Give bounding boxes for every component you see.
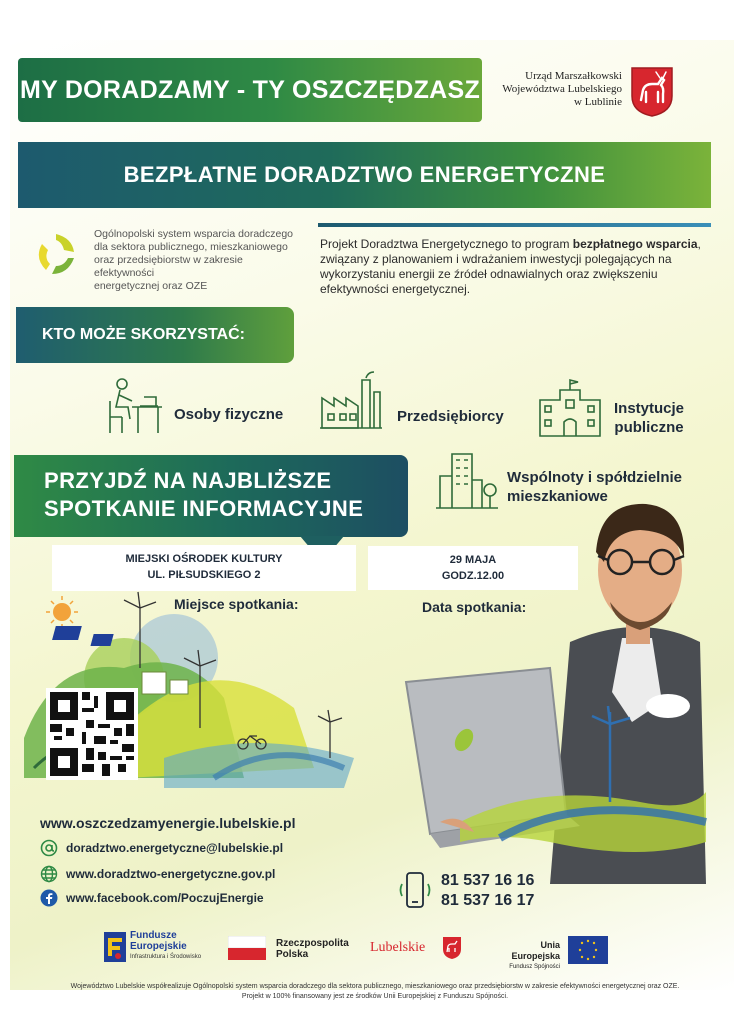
facebook-contact[interactable] xyxy=(40,888,264,908)
eu-logo xyxy=(490,928,620,972)
eu-line: Fundusz Spójności xyxy=(509,964,560,970)
office-line: Województwa Lubelskiego xyxy=(502,83,622,95)
polish-flag-icon xyxy=(228,936,266,960)
gov-site-contact[interactable] xyxy=(40,864,275,884)
phone-number-1[interactable]: 81 537 16 16 xyxy=(441,872,535,889)
meeting-place-label: Miejsce spotkania: xyxy=(174,596,299,612)
eu-line: Unia Europejska xyxy=(511,940,560,961)
institutions-line: Instytucje xyxy=(614,400,685,417)
facebook-address[interactable]: www.facebook.com/PoczujEnergie xyxy=(66,891,264,905)
office-name xyxy=(492,70,622,109)
project-rest: , związany z planowaniem i wdrażaniem inwestycji polegających na wykorzystaniu energii ze źródeł odnawialnych oraz zwiększeniu efektywności energetycznej. xyxy=(320,237,701,296)
system-line: Ogólnopolski system wsparcia doradczego xyxy=(94,228,294,240)
email-address[interactable]: doradztwo.energetyczne@lubelskie.pl xyxy=(66,841,284,855)
office-line: Urząd Marszałkowski xyxy=(525,70,622,82)
category-business: Przedsiębiorcy xyxy=(397,408,504,425)
facebook-icon xyxy=(40,889,58,907)
phone-icon xyxy=(398,870,432,910)
category-institutions xyxy=(614,399,684,437)
category-persons: Osoby fizyczne xyxy=(174,406,284,423)
meeting-place-line: UL. PIŁSUDSKIEGO 2 xyxy=(147,569,261,581)
support-system-description xyxy=(94,228,304,293)
project-intro: Projekt Doradztwa Energetycznego to program xyxy=(320,237,573,251)
footer-line: Projekt w 100% finansowany jest ze środków Unii Europejskiej z Funduszu Spójności. xyxy=(241,993,509,1000)
meeting-heading: SPOTKANIE INFORMACYJNE xyxy=(44,496,364,521)
who-heading-banner xyxy=(16,307,294,363)
website-link[interactable]: www.oszczedzamyenergie.lubelskie.pl xyxy=(40,815,296,831)
system-line: energetycznej oraz OZE xyxy=(94,280,208,292)
at-sign-icon xyxy=(40,839,58,857)
footer-line: Województwo Lubelskie współrealizuje Ogólnopolski system wsparcia doradczego dla sektora publicznego, mieszkaniowego oraz przedsiębiorstw w zakresie efektywności energetycznej oraz OZE. xyxy=(70,983,680,990)
meeting-heading: PRZYJDŹ NA NAJBLIŻSZE xyxy=(44,468,332,493)
meeting-date-line: GODZ.12.00 xyxy=(441,570,505,582)
globe-icon xyxy=(40,865,58,883)
divider-line xyxy=(318,223,711,227)
title-text: BEZPŁATNE DORADZTWO ENERGETYCZNE xyxy=(123,162,606,187)
meeting-date-line: 29 MAJA xyxy=(449,554,497,566)
factory-icon xyxy=(318,370,384,432)
communities-line: mieszkaniowe xyxy=(507,488,608,505)
eu-flag-icon xyxy=(568,936,608,964)
lubelskie-text: Lubelskie xyxy=(370,940,426,955)
fe-line: Fundusze xyxy=(130,930,177,941)
qr-code-pattern-icon xyxy=(46,688,138,780)
office-line: w Lublinie xyxy=(574,96,622,108)
rp-line: Polska xyxy=(276,949,309,960)
slogan-text: MY DORADZAMY - TY OSZCZĘDZASZ xyxy=(19,75,481,104)
lubelskie-logo xyxy=(370,928,470,972)
project-description xyxy=(320,237,712,297)
meeting-place-box xyxy=(52,545,356,591)
communities-line: Wspólnoty i spółdzielnie xyxy=(507,469,683,486)
rzeczpospolita-logo xyxy=(228,928,348,972)
system-line: oraz przedsiębiorstw w zakresie efektywności xyxy=(94,254,243,279)
gov-site-address[interactable]: www.doradztwo-energetyczne.gov.pl xyxy=(66,867,276,881)
lubelskie-crest-icon xyxy=(442,936,462,960)
slogan-banner xyxy=(18,58,482,122)
rp-line: Rzeczpospolita xyxy=(276,938,349,949)
phone-number-2[interactable]: 81 537 16 17 xyxy=(441,892,535,909)
institutions-line: publiczne xyxy=(614,419,684,436)
fe-line: Infrastruktura i Środowisko xyxy=(130,954,202,960)
system-line: dla sektora publicznego, mieszkaniowego xyxy=(94,241,288,253)
meeting-banner xyxy=(14,455,408,537)
footer-note xyxy=(30,982,720,1002)
public-building-icon xyxy=(536,378,604,438)
meeting-place-line: MIEJSKI OŚRODEK KULTURY xyxy=(125,553,283,565)
support-system-logo-icon xyxy=(30,228,84,282)
meeting-date-box xyxy=(368,546,578,590)
meeting-date-label: Data spotkania: xyxy=(422,599,527,615)
who-heading: KTO MOŻE SKORZYSTAĆ: xyxy=(42,326,245,343)
title-banner xyxy=(18,142,711,208)
fe-line: Europejskie xyxy=(130,941,187,952)
email-contact[interactable] xyxy=(40,838,283,858)
coat-of-arms-icon xyxy=(630,66,674,118)
person-at-desk-icon xyxy=(102,377,164,435)
fe-logo-icon xyxy=(104,932,126,962)
qr-code[interactable] xyxy=(46,688,138,780)
fundusze-europejskie-logo xyxy=(104,928,214,972)
project-highlight: bezpłatnego wsparcia xyxy=(572,237,698,251)
